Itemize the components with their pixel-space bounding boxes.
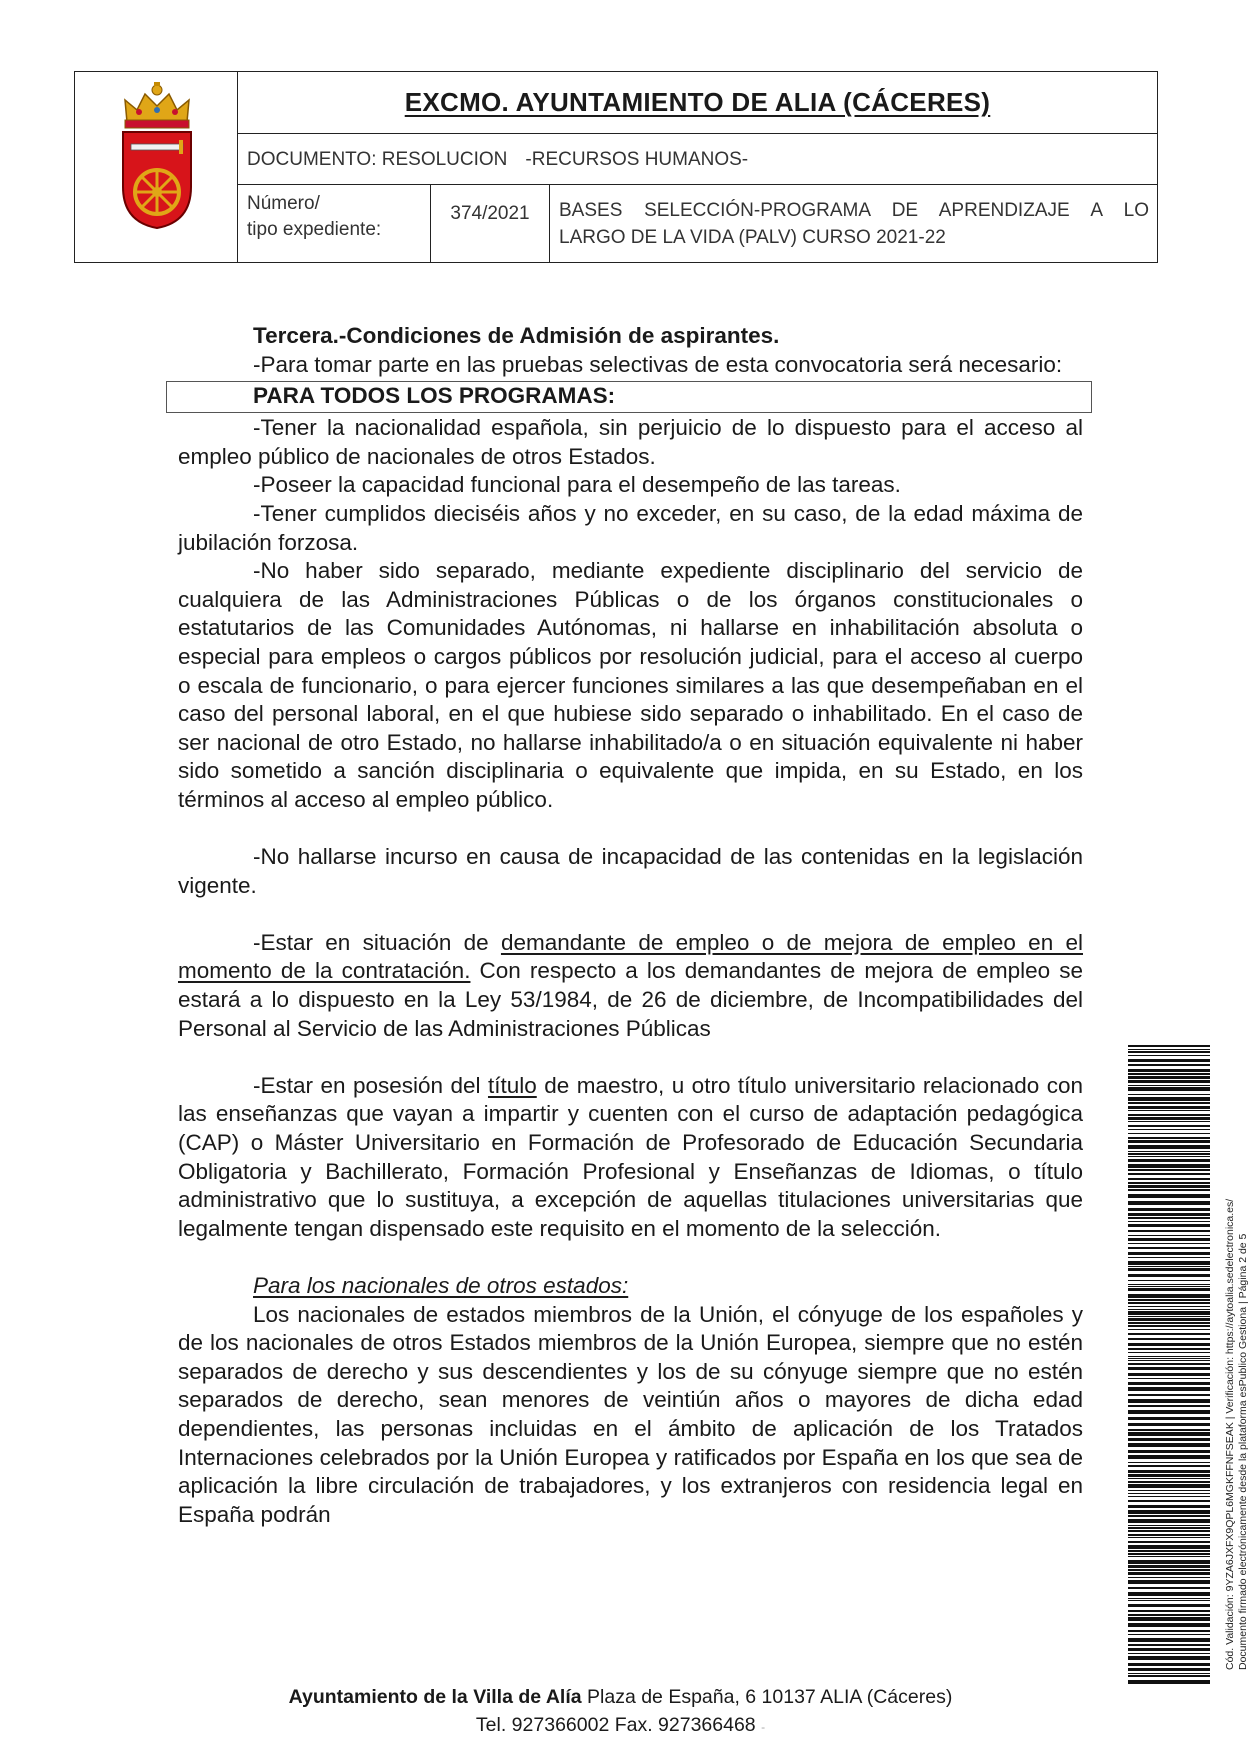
barcode-bar bbox=[1128, 1367, 1210, 1370]
document-header bbox=[74, 71, 1158, 263]
barcode-bar bbox=[1128, 1668, 1210, 1671]
barcode-bar bbox=[1128, 1064, 1210, 1066]
barcode-bar bbox=[1128, 1087, 1210, 1091]
barcode-bar bbox=[1128, 1423, 1210, 1426]
barcode-bar bbox=[1128, 1638, 1210, 1642]
underlined-text: demandante de empleo o de mejora de empleo en el momento de la contratación. bbox=[178, 929, 1083, 984]
barcode-bar bbox=[1128, 1530, 1210, 1532]
barcode-bar bbox=[1128, 1541, 1210, 1543]
barcode-bar bbox=[1128, 1644, 1210, 1646]
paragraph-title bbox=[178, 1072, 1083, 1244]
description-cell bbox=[550, 185, 1157, 262]
barcode-bar bbox=[1128, 1634, 1210, 1635]
barcode-bar bbox=[1128, 1299, 1210, 1301]
barcode-bar bbox=[1128, 1663, 1210, 1666]
barcode-bar bbox=[1128, 1378, 1210, 1379]
barcode-bar bbox=[1128, 1309, 1210, 1310]
barcode-bar bbox=[1128, 1443, 1210, 1447]
barcode-bar bbox=[1128, 1230, 1210, 1232]
coat-of-arms-icon bbox=[117, 82, 197, 232]
barcode-bar bbox=[1128, 1373, 1210, 1376]
barcode-bar bbox=[1128, 1348, 1210, 1350]
validation-side-text bbox=[1224, 1199, 1250, 1670]
barcode-bar bbox=[1128, 1587, 1210, 1589]
barcode-bar bbox=[1128, 1156, 1210, 1157]
barcode-bar bbox=[1128, 1617, 1210, 1621]
barcode-bar bbox=[1128, 1049, 1210, 1050]
paragraph-incapacity: -No hallarse incurso en causa de incapacidad de las contenidas en la legislación vigente. bbox=[178, 844, 1083, 898]
barcode-bar bbox=[1128, 1102, 1210, 1104]
barcode-bar bbox=[1128, 1217, 1210, 1219]
barcode-bar bbox=[1128, 1545, 1210, 1549]
barcode-bar bbox=[1128, 1338, 1210, 1340]
barcode-bar bbox=[1128, 1614, 1210, 1616]
barcode-bar bbox=[1128, 1405, 1210, 1407]
paragraph-capacity: -Poseer la capacidad funcional para el desempeño de las tareas. bbox=[253, 472, 901, 498]
barcode-bar bbox=[1128, 1505, 1210, 1508]
barcode-bar bbox=[1128, 1675, 1210, 1677]
barcode-bar bbox=[1128, 1623, 1210, 1627]
footer-organization: Ayuntamiento de la Villa de Alía bbox=[288, 1686, 582, 1708]
barcode-bar bbox=[1128, 1560, 1210, 1564]
footer-phones: Tel. 927366002 Fax. 927366468 bbox=[475, 1714, 756, 1736]
underlined-text: título bbox=[487, 1072, 537, 1098]
description-line1: BASES SELECCIÓN-PROGRAMA DE APRENDIZAJE A LO bbox=[559, 200, 1149, 221]
barcode-bar bbox=[1128, 1363, 1210, 1365]
barcode-bar bbox=[1128, 1565, 1210, 1568]
validation-line1: Cód. Validación: 9YZA6JXFX9QPL6MGKFFNFSEAK | Verificación: https://aytoalia.sedelectronica.es/ bbox=[1224, 1198, 1236, 1670]
barcode-bar bbox=[1128, 1224, 1210, 1227]
barcode-bar bbox=[1128, 1055, 1210, 1056]
barcode-bar bbox=[1128, 1164, 1210, 1168]
logo-cell bbox=[75, 72, 238, 262]
barcode-bar bbox=[1128, 1238, 1210, 1241]
barcode-bar bbox=[1128, 1600, 1210, 1601]
barcode-bar bbox=[1128, 1438, 1210, 1441]
barcode-bar bbox=[1128, 1189, 1210, 1191]
barcode-bar bbox=[1128, 1519, 1210, 1523]
barcode-bar bbox=[1128, 1235, 1210, 1236]
barcode-bar bbox=[1128, 1534, 1210, 1536]
barcode-bar bbox=[1128, 1470, 1210, 1473]
barcode-bar bbox=[1128, 1653, 1210, 1654]
barcode-bar bbox=[1128, 1159, 1210, 1162]
barcode-bar bbox=[1128, 1059, 1210, 1062]
barcode-bar bbox=[1128, 1194, 1210, 1198]
barcode-bar bbox=[1128, 1356, 1210, 1357]
barcode-bar bbox=[1128, 1478, 1210, 1479]
barcode-bar bbox=[1128, 1515, 1210, 1517]
barcode-bar bbox=[1128, 1360, 1210, 1361]
barcode-bar bbox=[1128, 1417, 1210, 1420]
barcode-bar bbox=[1128, 1550, 1210, 1552]
barcode-bar bbox=[1128, 1648, 1210, 1651]
barcode-bar bbox=[1128, 1294, 1210, 1298]
barcode-bar bbox=[1128, 1610, 1210, 1612]
paragraph-nationality: -Tener la nacionalidad española, sin perjuicio de lo dispuesto para el acceso al empleo público de nacionales de otros Estados. bbox=[178, 415, 1083, 469]
barcode-bar bbox=[1128, 1178, 1210, 1180]
barcode-bar bbox=[1128, 1527, 1210, 1529]
barcode-bar bbox=[1128, 1630, 1210, 1632]
barcode-bar bbox=[1128, 1316, 1210, 1317]
barcode-bar bbox=[1128, 1173, 1210, 1175]
barcode-bar bbox=[1128, 1085, 1210, 1086]
description-line2: LARGO DE LA VIDA (PALV) CURSO 2021-22 bbox=[559, 227, 946, 248]
boxed-heading: PARA TODOS LOS PROGRAMAS: bbox=[166, 381, 1092, 413]
barcode-bar bbox=[1128, 1306, 1210, 1307]
barcode-bar bbox=[1128, 1537, 1210, 1538]
barcode-bar bbox=[1128, 1592, 1210, 1596]
barcode-bar bbox=[1128, 1208, 1210, 1211]
barcode-bar bbox=[1128, 1182, 1210, 1184]
barcode-bar bbox=[1128, 1274, 1210, 1277]
validation-line2: Documento firmado electrónicamente desde la plataforma esPublico Gestiona | Página 2 de 5 bbox=[1237, 1233, 1249, 1670]
paragraph-foreign-nationals: Los nacionales de estados miembros de la Unión, el cónyuge de los españoles y de los nacionales de otros Estados miembros de la Unión Europea, siempre que no estén separados de derecho y sus descendientes y los de su cónyuge siempre que no estén separados de derecho, sean menores de veintiún años o mayores de dicha edad dependientes, las personas incluidas en el ámbito de aplicación de los Tratados Internaciones celebrados por la Unión Europea y ratificados por España en los que sea de aplicación la libre circulación de trabajadores, y los extranjeros con residencia legal en España podrán bbox=[178, 1301, 1083, 1527]
barcode-bar bbox=[1128, 1288, 1210, 1291]
document-department: -RECURSOS HUMANOS- bbox=[525, 149, 749, 170]
barcode-bar bbox=[1128, 1429, 1210, 1431]
barcode-bar bbox=[1128, 1343, 1210, 1346]
paragraph-not-separated: -No haber sido separado, mediante expediente disciplinario del servicio de cualquiera de las Administraciones Públicas o de los órganos constitucionales o estatutarios de las Comunidades Autónomas, ni hallarse en inhabilitación absoluta o especial para empleos o cargos públicos por resolución judicial, para el acceso al cuerpo o escala de funcionario, o para ejercer funciones similares a las que desempeñaban en el caso del personal laboral, en el que hubiese sido separado o inhabilitado. En el caso de ser nacional de otro Estado, no hallarse inhabilitado/a o en situación equivalente ni haber sido sometido a sanción disciplinaria o equivalente que impida, en su Estado, en los términos al acceso al empleo público. bbox=[178, 558, 1083, 812]
barcode-bar bbox=[1128, 1481, 1210, 1483]
barcode-bar bbox=[1128, 1673, 1210, 1674]
document-body bbox=[178, 322, 1083, 1529]
paragraph-age: -Tener cumplidos dieciséis años y no exceder, en su caso, de la edad máxima de jubilación forzosa. bbox=[178, 500, 1083, 555]
barcode-bar bbox=[1128, 1286, 1210, 1287]
barcode-bar bbox=[1128, 1114, 1210, 1116]
barcode-bar bbox=[1128, 1490, 1210, 1491]
barcode-bar bbox=[1128, 1201, 1210, 1205]
barcode-bar bbox=[1128, 1094, 1210, 1095]
barcode-bar bbox=[1128, 1185, 1210, 1188]
barcode-bar bbox=[1128, 1257, 1210, 1258]
subheading-foreign-nationals: Para los nacionales de otros estados: bbox=[253, 1273, 629, 1298]
barcode-bar bbox=[1128, 1572, 1210, 1575]
barcode-bar bbox=[1128, 1462, 1210, 1463]
barcode-bar bbox=[1128, 1474, 1210, 1477]
barcode-bar bbox=[1128, 1580, 1210, 1584]
barcode-bar bbox=[1128, 1493, 1210, 1494]
header-title-row bbox=[238, 72, 1157, 134]
barcode-bar bbox=[1128, 1432, 1210, 1436]
barcode-bar bbox=[1128, 1110, 1210, 1111]
barcode-bar bbox=[1128, 1051, 1210, 1053]
number-value: 374/2021 bbox=[431, 185, 550, 262]
barcode-bar bbox=[1128, 1450, 1210, 1453]
barcode-bar bbox=[1128, 1252, 1210, 1255]
text-span: Con respecto a los demandantes de mejora de empleo se estará a lo dispuesto en la Ley 53/1984, de 26 de diciembre, de Incompatibilidades del Personal al Servicio de las Administraciones Públicas bbox=[178, 958, 1083, 1041]
barcode-bar bbox=[1128, 1525, 1210, 1526]
barcode-bar bbox=[1128, 1106, 1210, 1109]
barcode-bar bbox=[1128, 1069, 1210, 1072]
barcode-bar bbox=[1128, 1329, 1210, 1330]
barcode-bar bbox=[1128, 1080, 1210, 1083]
page-footer bbox=[0, 1683, 1241, 1741]
barcode-bar bbox=[1128, 1455, 1210, 1459]
barcode-bar bbox=[1128, 1221, 1210, 1222]
barcode-bar bbox=[1128, 1352, 1210, 1353]
barcode-bar bbox=[1128, 1311, 1210, 1315]
barcode-bar bbox=[1128, 1553, 1210, 1555]
header-title: EXCMO. AYUNTAMIENTO DE ALIA (CÁCERES) bbox=[404, 87, 991, 117]
barcode-bar bbox=[1128, 1243, 1210, 1244]
number-label-cell bbox=[238, 185, 431, 262]
barcode-bar bbox=[1128, 1268, 1210, 1271]
number-label-line1: Número/ bbox=[247, 193, 320, 214]
barcode-bar bbox=[1128, 1121, 1210, 1122]
text-span: de maestro, u otro título universitario relacionado con las enseñanzas que vayan a impartir y cuenten con el curso de adaptación pedagógica (CAP) o Máster Universitario en Formación de Profesorado de Educación Secundaria Obligatoria y Bachillerato, Formación Profesional y Enseñanzas de Idiomas, o título administrativo que lo sustituya, a excepción de aquellas titulaciones universitarias que legalmente tengan dispensado este requisito en el momento de la selección. bbox=[178, 1072, 1083, 1241]
barcode-bar bbox=[1128, 1656, 1210, 1660]
barcode-bar bbox=[1128, 1500, 1210, 1502]
intro-paragraph: -Para tomar parte en las pruebas selectivas de esta convocatoria será necesario: bbox=[253, 351, 1063, 377]
barcode-bar bbox=[1128, 1117, 1210, 1120]
barcode-bar bbox=[1128, 1097, 1210, 1101]
barcode-bar bbox=[1128, 1399, 1210, 1403]
barcode-bar bbox=[1128, 1045, 1210, 1047]
barcode-bar bbox=[1128, 1484, 1210, 1488]
barcode-bar bbox=[1128, 1394, 1210, 1396]
barcode-bar bbox=[1128, 1073, 1210, 1075]
barcode-bar bbox=[1128, 1577, 1210, 1578]
text-span: -Estar en situación de bbox=[253, 929, 501, 955]
barcode-bar bbox=[1128, 1510, 1210, 1514]
barcode-bar bbox=[1128, 1137, 1210, 1139]
barcode-bar bbox=[1128, 1280, 1210, 1281]
barcode-bar bbox=[1128, 1598, 1210, 1599]
barcode-bar bbox=[1128, 1284, 1210, 1285]
barcode-bar bbox=[1128, 1333, 1210, 1335]
document-type-row bbox=[238, 134, 1157, 185]
barcode-bar bbox=[1128, 1302, 1210, 1304]
barcode-bar bbox=[1128, 1125, 1210, 1127]
barcode bbox=[1128, 1045, 1210, 1685]
barcode-bar bbox=[1128, 1213, 1210, 1216]
barcode-bar bbox=[1128, 1496, 1210, 1497]
barcode-bar bbox=[1128, 1465, 1210, 1467]
barcode-bar bbox=[1128, 1140, 1210, 1143]
footer-dash: - bbox=[761, 1720, 766, 1734]
barcode-bar bbox=[1128, 1556, 1210, 1557]
document-label: DOCUMENTO: RESOLUCION bbox=[247, 149, 508, 170]
barcode-bar bbox=[1128, 1151, 1210, 1152]
barcode-bar bbox=[1128, 1358, 1210, 1359]
barcode-bar bbox=[1128, 1076, 1210, 1079]
barcode-bar bbox=[1128, 1129, 1210, 1130]
barcode-bar bbox=[1128, 1145, 1210, 1149]
barcode-bar bbox=[1128, 1261, 1210, 1265]
barcode-bar bbox=[1128, 1133, 1210, 1134]
barcode-bar bbox=[1128, 1410, 1210, 1414]
barcode-bar bbox=[1128, 1569, 1210, 1571]
paragraph-employment bbox=[178, 929, 1083, 1043]
barcode-bar bbox=[1128, 1153, 1210, 1155]
barcode-bar bbox=[1128, 1325, 1210, 1327]
barcode-bar bbox=[1128, 1318, 1210, 1321]
text-span: -Estar en posesión del bbox=[253, 1072, 488, 1098]
barcode-bar bbox=[1128, 1604, 1210, 1607]
section-title: Tercera.-Condiciones de Admisión de aspirantes. bbox=[253, 323, 780, 348]
barcode-bar bbox=[1128, 1266, 1210, 1267]
barcode-bar bbox=[1128, 1247, 1210, 1249]
barcode-bar bbox=[1128, 1169, 1210, 1171]
footer-address: Plaza de España, 6 10137 ALIA (Cáceres) bbox=[581, 1686, 953, 1708]
barcode-bar bbox=[1128, 1322, 1210, 1324]
barcode-bar bbox=[1128, 1382, 1210, 1385]
number-label-line2: tipo expediente: bbox=[247, 219, 382, 240]
barcode-bar bbox=[1128, 1387, 1210, 1391]
